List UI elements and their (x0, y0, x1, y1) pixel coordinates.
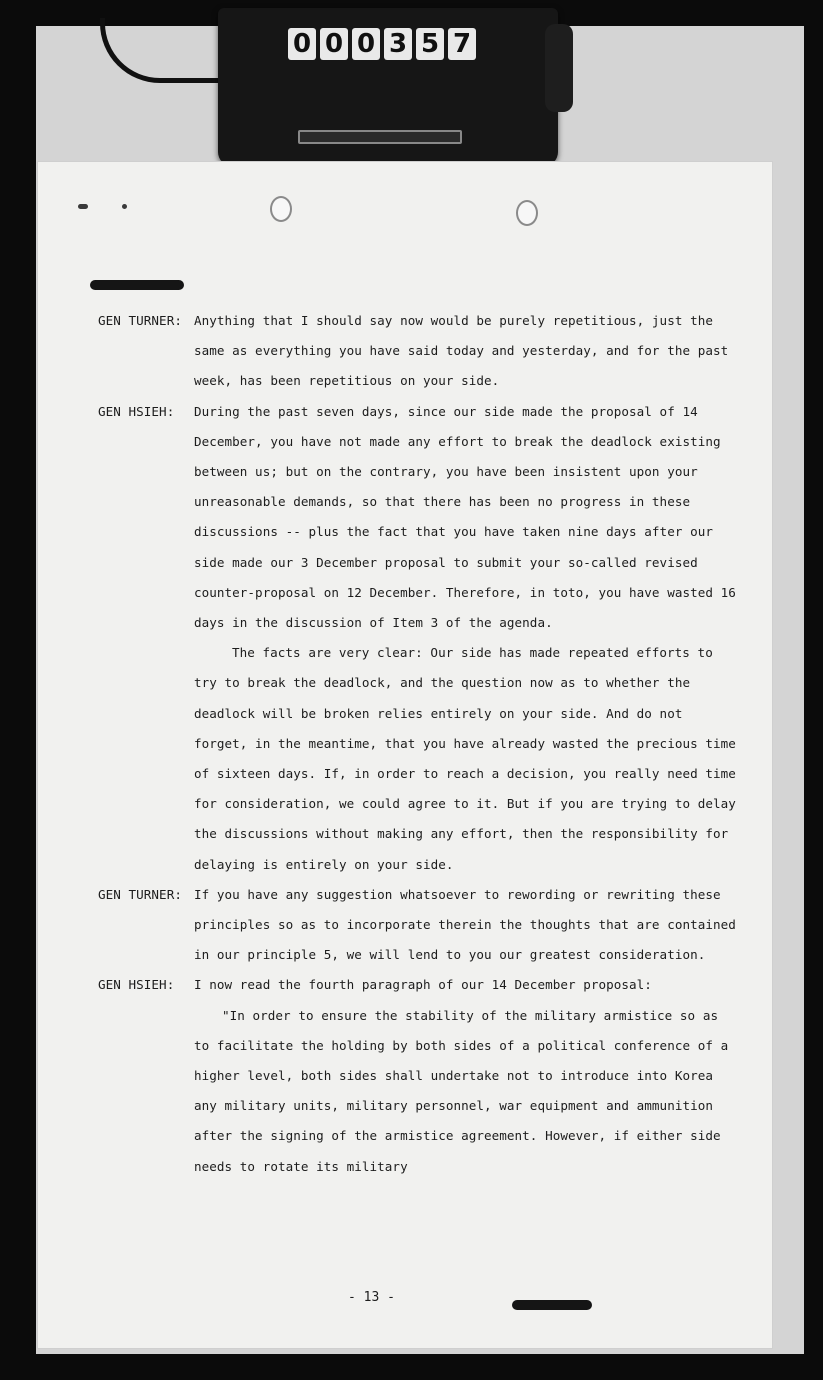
ink-mark (78, 204, 88, 209)
speaker-label: GEN TURNER: (98, 886, 182, 902)
document-page (38, 162, 772, 1348)
counter-digit: 0 (320, 28, 348, 60)
speaker-remarks (194, 880, 738, 971)
frame-counter-digits (288, 28, 476, 62)
quoted-proposal-paragraph: "In order to ensure the stability of the military armistice so as to facilitate the holding by both sides of a political conference of a higher level, both sides shall undertake not to introduce into Korea any military units, military personnel, war equipment and ammunition after the signing of the armistice agreement. However, if either side needs to rotate its military (194, 1007, 729, 1174)
transcript-entry (98, 306, 738, 397)
transcript-entry (98, 970, 738, 1181)
speaker-remarks (194, 397, 738, 880)
counter-digit: 0 (288, 28, 316, 60)
ink-mark (122, 204, 127, 209)
remark-paragraph: I now read the fourth paragraph of our 14 December proposal: (194, 977, 652, 993)
transcript-entry (98, 880, 738, 971)
remark-paragraph: Anything that I should say now would be purely repetitious, just the same as everything you have said today and yesterday, and for the past week, has been repetitious on your side. (194, 313, 729, 389)
remark-paragraph: The facts are very clear: Our side has made repeated efforts to try to break the deadlock, and the question now as to whether the deadlock will be broken relies entirely on your side. And do not forget, in the meantime, that you have already wasted the precious time of sixteen days. If, in order to reach a decision, you really need time for consideration, we could agree to it. But if you are trying to delay the discussions without making any effort, then the responsibility for delaying is entirely on your side. (194, 645, 736, 872)
speaker-label: GEN TURNER: (98, 313, 182, 328)
frame-counter-device (218, 8, 558, 166)
counter-digit: 7 (448, 28, 476, 60)
speaker-remarks (194, 306, 738, 397)
punch-hole (516, 200, 538, 226)
speaker-label: GEN HSIEH: (98, 403, 175, 419)
remark-paragraph: During the past seven days, since our side made the proposal of 14 December, you have not made any effort to break the deadlock existing between us; but on the contrary, you have been insistent upon your unreasonable demands, so that there has been no progress in these discussions -- plus the fact that you have taken nine days after our side made our 3 December proposal to submit your so-called revised counter-proposal on 12 December. Therefore, in toto, you have wasted 16 days in the discussion of Item 3 of the agenda. (194, 403, 736, 631)
punch-hole (270, 196, 292, 222)
transcript-entry (98, 397, 738, 880)
remark-paragraph: If you have any suggestion whatsoever to rewording or rewriting these principles so as to incorporate therein the thoughts that are contained in our principle 5, we will lend to you our greatest consideration. (194, 886, 736, 963)
counter-digit: 5 (416, 28, 444, 60)
transcript-body (98, 306, 738, 1182)
counter-digit: 3 (384, 28, 412, 60)
speaker-remarks (194, 970, 738, 1181)
redaction-bar (90, 280, 184, 290)
speaker-label: GEN HSIEH: (98, 977, 175, 993)
counter-digit: 0 (352, 28, 380, 60)
counter-knob (545, 24, 573, 112)
redaction-bar (512, 1300, 592, 1310)
page-number: - 13 - (348, 1290, 395, 1305)
counter-slot (298, 130, 462, 144)
